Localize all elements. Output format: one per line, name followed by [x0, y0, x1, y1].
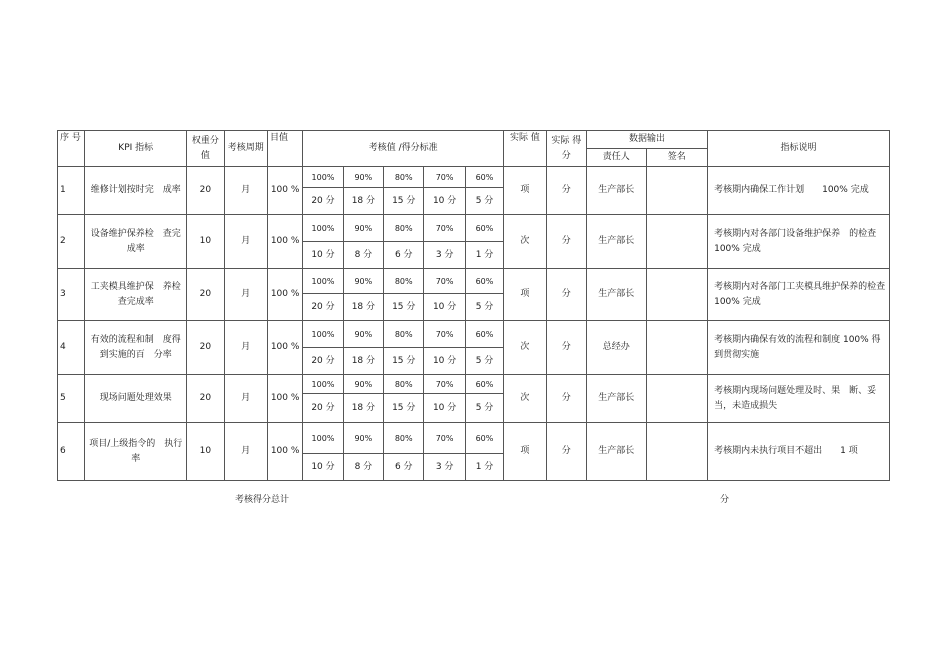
score-value: 1 分	[465, 454, 503, 481]
sign-cell	[646, 215, 708, 269]
percent-threshold: 90%	[343, 167, 383, 188]
owner-cell: 生产部长	[586, 269, 646, 321]
score-value: 5 分	[465, 394, 503, 423]
weight-value: 10	[187, 423, 224, 481]
row-number: 1	[58, 167, 85, 215]
percent-threshold: 70%	[424, 215, 465, 242]
target-value: 100 %	[267, 269, 302, 321]
table-row	[58, 269, 890, 294]
actual-value-unit: 项	[504, 269, 546, 321]
percent-threshold: 70%	[424, 423, 465, 454]
score-value: 20 分	[303, 294, 343, 321]
table-row	[58, 215, 890, 242]
owner-cell: 生产部长	[586, 215, 646, 269]
percent-threshold: 100%	[303, 167, 343, 188]
percent-threshold: 100%	[303, 375, 343, 394]
percent-threshold: 60%	[465, 269, 503, 294]
score-value: 10 分	[424, 294, 465, 321]
description-cell: 考核期内确保工作计划 100% 完成	[708, 167, 890, 215]
percent-threshold: 60%	[465, 167, 503, 188]
actual-value-unit: 次	[504, 321, 546, 375]
percent-threshold: 70%	[424, 321, 465, 348]
sign-cell	[646, 269, 708, 321]
owner-cell: 生产部长	[586, 167, 646, 215]
score-value: 15 分	[384, 188, 424, 215]
row-number: 2	[58, 215, 85, 269]
header-actual-value: 实际 值	[504, 131, 546, 167]
percent-threshold: 100%	[303, 423, 343, 454]
sign-cell	[646, 375, 708, 423]
score-value: 15 分	[384, 348, 424, 375]
target-value: 100 %	[267, 375, 302, 423]
kpi-name: 设备维护保养检 查完成率	[85, 215, 187, 269]
percent-threshold: 70%	[424, 375, 465, 394]
actual-score-unit: 分	[546, 167, 586, 215]
sign-cell	[646, 167, 708, 215]
percent-threshold: 80%	[384, 423, 424, 454]
score-value: 20 分	[303, 188, 343, 215]
score-value: 20 分	[303, 348, 343, 375]
percent-threshold: 80%	[384, 167, 424, 188]
score-value: 6 分	[384, 242, 424, 269]
percent-threshold: 90%	[343, 269, 383, 294]
percent-threshold: 90%	[343, 215, 383, 242]
row-number: 3	[58, 269, 85, 321]
percent-threshold: 60%	[465, 215, 503, 242]
header-sign: 签名	[646, 149, 708, 167]
actual-value-unit: 次	[504, 375, 546, 423]
actual-value-unit: 次	[504, 215, 546, 269]
target-value: 100 %	[267, 423, 302, 481]
target-value: 100 %	[267, 167, 302, 215]
percent-threshold: 60%	[465, 375, 503, 394]
actual-score-unit: 分	[546, 375, 586, 423]
kpi-name: 工夹模具维护保 养检查完成率	[85, 269, 187, 321]
score-value: 18 分	[343, 394, 383, 423]
header-seq: 序 号	[58, 131, 85, 167]
score-value: 10 分	[424, 348, 465, 375]
actual-value-unit: 项	[504, 423, 546, 481]
score-value: 5 分	[465, 348, 503, 375]
score-value: 8 分	[343, 242, 383, 269]
header-standard: 考核值 /得分标准	[303, 131, 504, 167]
weight-value: 20	[187, 375, 224, 423]
score-value: 1 分	[465, 242, 503, 269]
percent-threshold: 70%	[424, 167, 465, 188]
percent-threshold: 80%	[384, 321, 424, 348]
score-value: 8 分	[343, 454, 383, 481]
weight-value: 10	[187, 215, 224, 269]
sign-cell	[646, 423, 708, 481]
percent-threshold: 100%	[303, 321, 343, 348]
percent-threshold: 90%	[343, 321, 383, 348]
percent-threshold: 100%	[303, 269, 343, 294]
score-value: 10 分	[303, 242, 343, 269]
header-actual-score: 实际 得分	[546, 131, 586, 167]
actual-score-unit: 分	[546, 423, 586, 481]
header-row-top	[58, 131, 890, 149]
kpi-name: 现场问题处理效果	[85, 375, 187, 423]
score-value: 6 分	[384, 454, 424, 481]
score-value: 18 分	[343, 294, 383, 321]
owner-cell: 生产部长	[586, 375, 646, 423]
score-value: 15 分	[384, 294, 424, 321]
header-cycle: 考核周期	[224, 131, 267, 167]
header-description: 指标说明	[708, 131, 890, 167]
cycle-value: 月	[224, 167, 267, 215]
kpi-table	[57, 130, 895, 481]
score-value: 10 分	[424, 394, 465, 423]
weight-value: 20	[187, 269, 224, 321]
score-value: 20 分	[303, 394, 343, 423]
percent-threshold: 80%	[384, 215, 424, 242]
cycle-value: 月	[224, 423, 267, 481]
header-data-output: 数据输出	[586, 131, 707, 149]
percent-threshold: 80%	[384, 375, 424, 394]
description-cell: 考核期内未执行项目不超出 1 项	[708, 423, 890, 481]
table-row	[58, 375, 890, 394]
header-kpi: KPI 指标	[85, 131, 187, 167]
cycle-value: 月	[224, 321, 267, 375]
percent-threshold: 60%	[465, 423, 503, 454]
header-weight: 权重分值	[187, 131, 224, 167]
total-label: 考核得分总计	[235, 495, 290, 505]
description-cell: 考核期内对各部门设备维护保养 的检查 100% 完成	[708, 215, 890, 269]
score-value: 5 分	[465, 294, 503, 321]
cycle-value: 月	[224, 215, 267, 269]
header-owner: 责任人	[586, 149, 646, 167]
description-cell: 考核期内现场问题处理及时、果 断、妥当，未造成损失	[708, 375, 890, 423]
owner-cell: 总经办	[586, 321, 646, 375]
weight-value: 20	[187, 321, 224, 375]
sign-cell	[646, 321, 708, 375]
percent-threshold: 80%	[384, 269, 424, 294]
table-row	[58, 321, 890, 348]
kpi-name: 维修计划按时完 成率	[85, 167, 187, 215]
owner-cell: 生产部长	[586, 423, 646, 481]
kpi-name: 有效的流程和制 度得到实施的百 分率	[85, 321, 187, 375]
actual-score-unit: 分	[546, 321, 586, 375]
row-number: 4	[58, 321, 85, 375]
score-value: 3 分	[424, 242, 465, 269]
actual-value-unit: 项	[504, 167, 546, 215]
description-cell: 考核期内对各部门工夹模具维护保养的检查 100% 完成	[708, 269, 890, 321]
percent-threshold: 100%	[303, 215, 343, 242]
cycle-value: 月	[224, 375, 267, 423]
score-value: 5 分	[465, 188, 503, 215]
weight-value: 20	[187, 167, 224, 215]
cycle-value: 月	[224, 269, 267, 321]
score-value: 10 分	[303, 454, 343, 481]
table-row	[58, 167, 890, 188]
target-value: 100 %	[267, 215, 302, 269]
percent-threshold: 60%	[465, 321, 503, 348]
percent-threshold: 90%	[343, 423, 383, 454]
score-value: 18 分	[343, 348, 383, 375]
target-value: 100 %	[267, 321, 302, 375]
actual-score-unit: 分	[546, 215, 586, 269]
actual-score-unit: 分	[546, 269, 586, 321]
score-value: 3 分	[424, 454, 465, 481]
kpi-body	[58, 167, 895, 481]
kpi-name: 项目/上级指令的 执行率	[85, 423, 187, 481]
row-number: 5	[58, 375, 85, 423]
score-value: 18 分	[343, 188, 383, 215]
description-cell: 考核期内确保有效的流程和制度 100% 得到贯彻实施	[708, 321, 890, 375]
header-target: 目值	[267, 131, 302, 167]
score-value: 15 分	[384, 394, 424, 423]
total-unit: 分	[720, 495, 730, 505]
percent-threshold: 90%	[343, 375, 383, 394]
row-number: 6	[58, 423, 85, 481]
score-value: 10 分	[424, 188, 465, 215]
table-row	[58, 423, 890, 454]
percent-threshold: 70%	[424, 269, 465, 294]
